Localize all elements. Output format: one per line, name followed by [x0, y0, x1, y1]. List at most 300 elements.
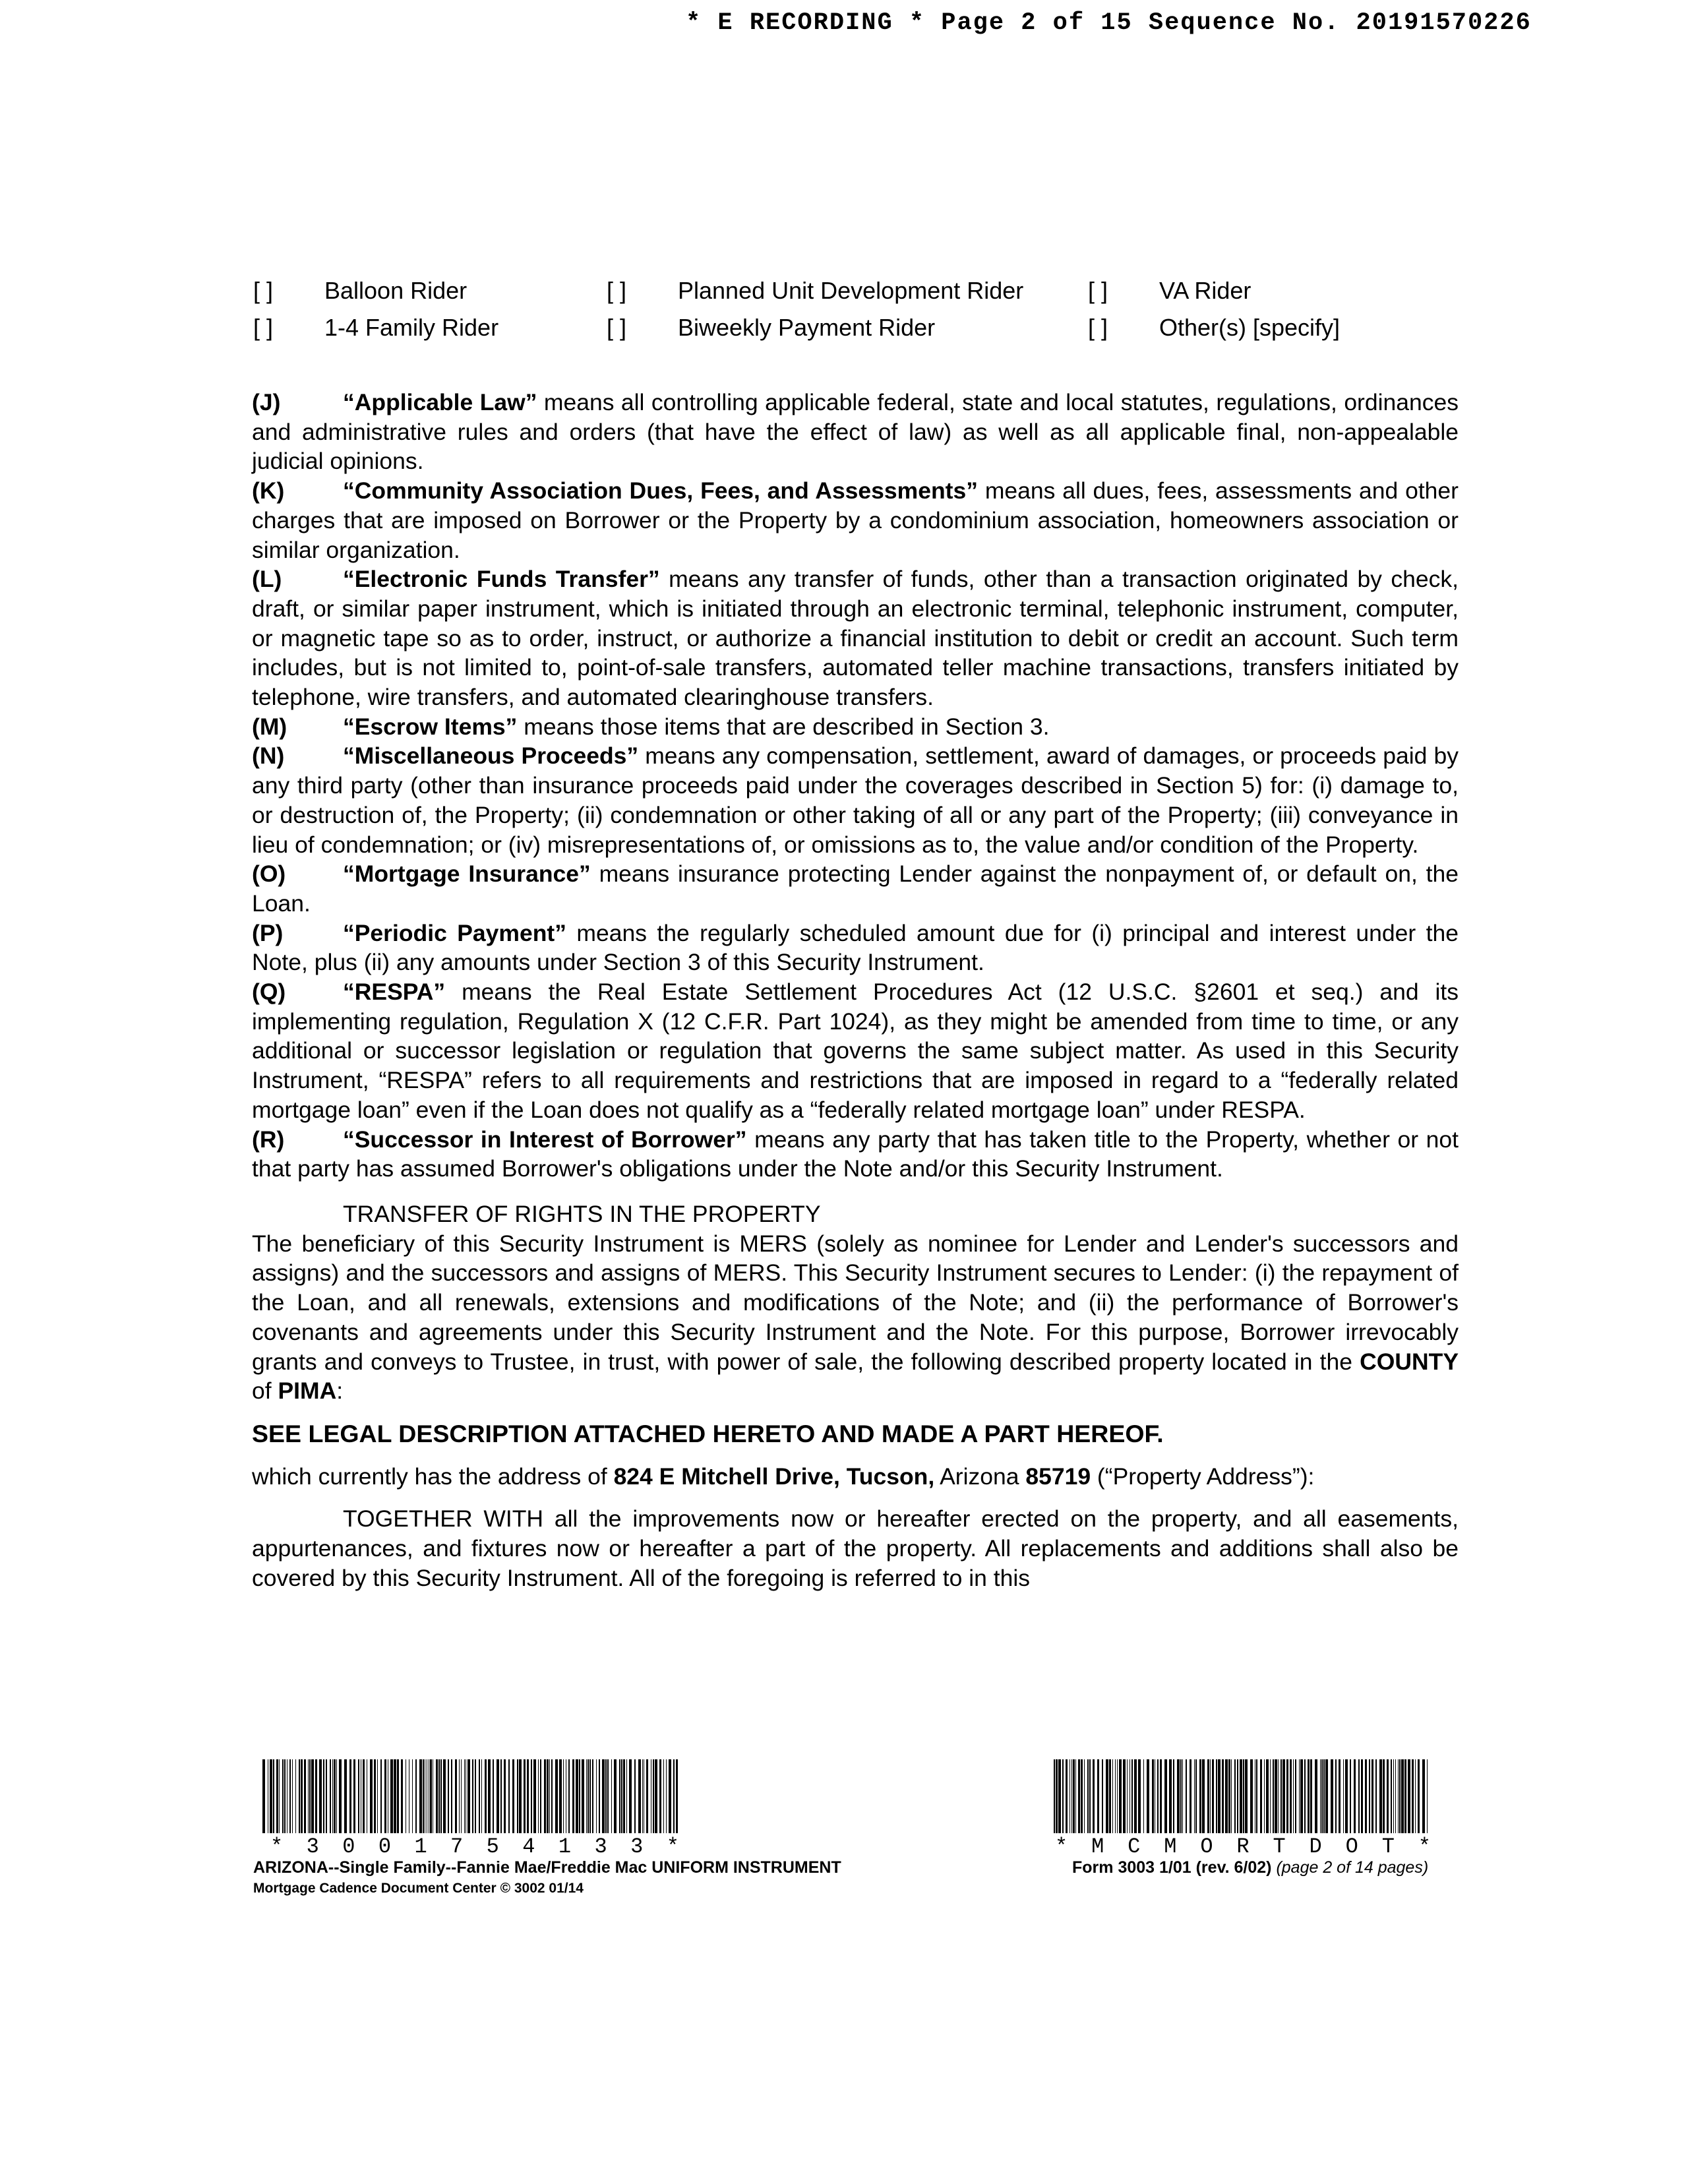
barcode-bar	[1323, 1759, 1325, 1833]
barcode-bar	[1056, 1759, 1058, 1833]
barcode-bar	[1075, 1759, 1076, 1833]
rider-label: Balloon Rider	[324, 277, 467, 304]
definition-term: “Escrow Items”	[343, 713, 518, 740]
barcode-bar	[485, 1759, 487, 1833]
barcode-bar	[607, 1759, 609, 1833]
barcode-character: 3	[306, 1835, 320, 1859]
barcode-bar	[1102, 1759, 1103, 1833]
barcode-bar	[289, 1759, 291, 1833]
barcode-bar	[1182, 1759, 1183, 1833]
definition-text: means any compensation, settlement, award of damages, or proceeds paid by any third party (other than insurance proceeds paid under the coverages described in Section 5) for: (i) damage to, or destruction of, the Property; (ii) condemnation or other taking of all or any part of the Property; (iii) conveyance in lieu of condemnation; or (iv) misrepresentations of, or omissions as to, the value and/or condition of the Property.	[252, 743, 1459, 858]
definition-p	[252, 919, 1459, 977]
barcode-bar	[1315, 1759, 1317, 1833]
barcode-bar	[1399, 1759, 1401, 1833]
barcode-bar	[1286, 1759, 1288, 1833]
barcode-character: *	[666, 1835, 680, 1859]
barcode-character: C	[1128, 1835, 1142, 1859]
barcode-bar	[1160, 1759, 1162, 1833]
barcode-bar	[669, 1759, 671, 1833]
barcode-character: 1	[558, 1835, 573, 1859]
barcode-bar	[655, 1759, 657, 1833]
barcode-left-caption	[270, 1835, 680, 1859]
barcode-bar	[276, 1759, 278, 1833]
barcode-bar	[500, 1759, 502, 1833]
barcode-bar	[533, 1759, 536, 1833]
barcode-bar	[423, 1759, 424, 1833]
barcode-character: 3	[630, 1835, 645, 1859]
barcode-bar	[326, 1759, 327, 1833]
barcode-bar	[1300, 1759, 1303, 1833]
barcode-bar	[451, 1759, 452, 1833]
barcode-bar	[1131, 1759, 1133, 1833]
barcode-bar	[1119, 1759, 1122, 1833]
document-center: Mortgage Cadence Document Center © 3002 01/14	[253, 1881, 584, 1896]
barcode-bar	[339, 1759, 342, 1833]
barcode-bar	[1415, 1759, 1416, 1833]
barcode-bar	[1260, 1759, 1262, 1833]
barcode-bar	[1115, 1759, 1116, 1833]
barcode-bar	[1212, 1759, 1214, 1833]
barcode-bar	[459, 1759, 460, 1833]
rider-checklist	[253, 277, 1460, 351]
barcode-bar	[1273, 1759, 1274, 1833]
barcode-bar	[1234, 1759, 1236, 1833]
barcode-bar	[1117, 1759, 1118, 1833]
barcode-bar	[1331, 1759, 1333, 1833]
barcode-bar	[1195, 1759, 1197, 1833]
barcode-bar	[602, 1759, 605, 1833]
barcode-bar	[472, 1759, 473, 1833]
barcode-bar	[634, 1759, 636, 1833]
barcode-bar	[1372, 1759, 1373, 1833]
barcode-bar	[1295, 1759, 1296, 1833]
barcode-bar	[1358, 1759, 1360, 1833]
barcode-bar	[1152, 1759, 1154, 1833]
rider-row	[253, 314, 1460, 351]
barcode-bar	[438, 1759, 440, 1833]
barcode-bar	[1054, 1759, 1055, 1833]
county-word: COUNTY	[1360, 1348, 1459, 1375]
barcode-bar	[582, 1759, 584, 1833]
barcode-bar	[353, 1759, 355, 1833]
barcode-bar	[1270, 1759, 1271, 1833]
address-street-city: 824 E Mitchell Drive, Tucson,	[613, 1463, 935, 1490]
barcode-bar	[436, 1759, 438, 1833]
footer-right	[1072, 1858, 1428, 1877]
barcode-bar	[1073, 1759, 1075, 1833]
barcode-bar	[397, 1759, 399, 1833]
barcode-bar	[1412, 1759, 1414, 1833]
barcode-bar	[1325, 1759, 1328, 1833]
barcode-left	[261, 1759, 680, 1833]
rider-va	[1088, 277, 1251, 305]
barcode-bar	[659, 1759, 661, 1833]
barcode-bar	[1422, 1759, 1425, 1833]
barcode-bar	[1207, 1759, 1209, 1833]
barcode-bar	[1180, 1759, 1182, 1833]
barcode-bar	[270, 1759, 272, 1833]
barcode-character: 4	[522, 1835, 537, 1859]
barcode-bar	[524, 1759, 526, 1833]
barcode-bar	[1250, 1759, 1253, 1833]
definition-letter: (O)	[252, 861, 286, 888]
checkbox-bracket: [ ]	[1088, 277, 1108, 304]
barcode-bar	[1345, 1759, 1348, 1833]
barcode-bar	[538, 1759, 539, 1833]
barcode-right	[1052, 1759, 1432, 1833]
barcode-bar	[493, 1759, 494, 1833]
definition-letter: (N)	[252, 743, 285, 770]
barcode-bar	[1147, 1759, 1149, 1833]
barcode-bar	[448, 1759, 449, 1833]
rider-label: Other(s) [specify]	[1159, 314, 1341, 341]
rider-label: Planned Unit Development Rider	[678, 277, 1024, 304]
barcode-bar	[614, 1759, 617, 1833]
barcode-bar	[440, 1759, 442, 1833]
barcode-bar	[1290, 1759, 1292, 1833]
address-prefix: which currently has the address of	[252, 1463, 614, 1490]
barcode-bar	[1304, 1759, 1306, 1833]
barcode-bar	[1350, 1759, 1351, 1833]
barcode-character: O	[1200, 1835, 1215, 1859]
barcode-bar	[1395, 1759, 1396, 1833]
barcode-bar	[1335, 1759, 1337, 1833]
barcode-bar	[1164, 1759, 1167, 1833]
barcode-bar	[380, 1759, 382, 1833]
barcode-bar	[629, 1759, 632, 1833]
barcode-bar	[599, 1759, 600, 1833]
barcode-bar	[540, 1759, 541, 1833]
barcode-bar	[1138, 1759, 1141, 1833]
barcode-bar	[1281, 1759, 1282, 1833]
barcode-character: *	[270, 1835, 285, 1859]
transfer-end: :	[336, 1378, 344, 1405]
definition-letter: (P)	[252, 919, 284, 946]
barcode-bar	[638, 1759, 641, 1833]
county-name: PIMA	[278, 1378, 337, 1405]
barcode-bar	[1243, 1759, 1244, 1833]
barcode-bar	[611, 1759, 612, 1833]
barcode-bar	[284, 1759, 286, 1833]
barcode-bar	[1401, 1759, 1404, 1833]
barcode-bar	[626, 1759, 627, 1833]
barcode-bar	[559, 1759, 562, 1833]
barcode-bar	[443, 1759, 446, 1833]
definition-m	[252, 712, 1459, 742]
barcode-bar	[1237, 1759, 1238, 1833]
barcode-bar	[430, 1759, 432, 1833]
barcode-bar	[589, 1759, 591, 1833]
definition-text: means those items that are described in Section 3.	[517, 713, 1050, 740]
definition-term: “Mortgage Insurance”	[343, 861, 591, 888]
barcode-bar	[576, 1759, 578, 1833]
barcode-bar	[1282, 1759, 1285, 1833]
barcode-bar	[1278, 1759, 1279, 1833]
definition-term: “Successor in Interest of Borrower”	[343, 1126, 747, 1153]
barcode-bar	[527, 1759, 529, 1833]
barcode-bar	[646, 1759, 648, 1833]
barcode-bar	[370, 1759, 373, 1833]
barcode-bar	[273, 1759, 274, 1833]
barcode-bar	[1398, 1759, 1399, 1833]
barcode-bar	[1218, 1759, 1221, 1833]
page-count: (page 2 of 14 pages)	[1276, 1858, 1429, 1877]
barcode-bar	[544, 1759, 546, 1833]
transfer-text: The beneficiary of this Security Instrument is MERS (solely as nominee for Lender and Lender's successors and assigns) and the successors and assigns of MERS. This Security Instrument secures to Lender: (i) the repayment of the Loan, and all renewals, extensions and modifications of the Note; and (ii) the performance of Borrower's covenants and agreements under this Security Instrument and the Note. For this purpose, Borrower irrevocably grants and conveys to Trustee, in trust, with power of sale, the following described property located in the	[252, 1230, 1459, 1375]
barcode-bar	[676, 1759, 678, 1833]
barcode-bar	[517, 1759, 518, 1833]
definition-text: means the Real Estate Settlement Procedures Act (12 U.S.C. §2601 et seq.) and its implementing regulation, Regulation X (12 C.F.R. Part 1024), as they might be amended from time to time, or any additional or successor legislation or regulation that governs the same subject matter. As used in this Security Instrument, “RESPA” refers to all requirements and restrictions that are imposed in regard to a “federally related mortgage loan” even if the Loan does not qualify as a “federally related mortgage loan” under RESPA.	[252, 979, 1459, 1123]
barcode-bar	[1383, 1759, 1385, 1833]
document-body	[252, 388, 1459, 1592]
barcode-bar	[279, 1759, 280, 1833]
barcode-right-caption	[1055, 1835, 1432, 1859]
barcode-bar	[586, 1759, 587, 1833]
address-state: Arizona	[934, 1463, 1026, 1490]
barcode-bar	[504, 1759, 506, 1833]
barcode-bar	[1264, 1759, 1265, 1833]
barcode-character: 7	[450, 1835, 465, 1859]
barcode-bar	[653, 1759, 654, 1833]
barcode-bar	[1169, 1759, 1172, 1833]
barcode-bar	[455, 1759, 457, 1833]
barcode-bar	[1361, 1759, 1363, 1833]
barcode-character: R	[1236, 1835, 1251, 1859]
definition-q	[252, 977, 1459, 1125]
definition-letter: (K)	[252, 477, 285, 504]
rider-label: Biweekly Payment Rider	[678, 314, 936, 341]
rider-1-4-family	[253, 314, 498, 342]
definition-text: means insurance protecting Lender against the nonpayment of, or default on, the Loan.	[252, 861, 1459, 917]
barcode-character: 0	[342, 1835, 357, 1859]
definition-text: means any transfer of funds, other than a transaction originated by check, draft, or similar paper instrument, which is initiated through an electronic terminal, telephonic instrument, computer, or magnetic tape so as to order, instruct, or authorize a financial institution to debit or credit an account. Such term includes, but is not limited to, point-of-sale transfers, automated teller machine transactions, transfers initiated by telephone, wire transfers, and automated clearinghouse transfers.	[252, 566, 1459, 711]
definition-text: means the regularly scheduled amount due for (i) principal and interest under the Note, plus (ii) any amounts under Section 3 of this Security Instrument.	[252, 919, 1459, 976]
barcode-bar	[1109, 1759, 1111, 1833]
barcode-bar	[1078, 1759, 1080, 1833]
barcode-bar	[1071, 1759, 1072, 1833]
barcode-bar	[1202, 1759, 1205, 1833]
transfer-paragraph	[252, 1229, 1459, 1406]
definition-term: “Miscellaneous Proceeds”	[343, 743, 639, 770]
barcode-character: T	[1273, 1835, 1287, 1859]
barcode-bar	[592, 1759, 593, 1833]
barcode-character: *	[1055, 1835, 1070, 1859]
checkbox-bracket: [ ]	[253, 277, 274, 304]
barcode-bar	[336, 1759, 337, 1833]
definition-text: means any party that has taken title to the Property, whether or not that party has assumed Borrower's obligations under the Note and/or this Security Instrument.	[252, 1126, 1459, 1182]
barcode-bar	[1058, 1759, 1061, 1833]
barcode-bar	[374, 1759, 376, 1833]
barcode-bar	[301, 1759, 303, 1833]
barcode-bar	[555, 1759, 558, 1833]
barcode-bar	[1216, 1759, 1217, 1833]
barcode-bar	[377, 1759, 378, 1833]
checkbox-bracket: [ ]	[607, 314, 627, 341]
form-number: Form 3003 1/01 (rev. 6/02)	[1072, 1858, 1277, 1877]
barcode-bar	[497, 1759, 499, 1833]
definition-text: means all dues, fees, assessments and other charges that are imposed on Borrower or the Property by a condominium association, homeowners association or similar organization.	[252, 477, 1459, 563]
barcode-bar	[1266, 1759, 1269, 1833]
barcode-bar	[588, 1759, 589, 1833]
barcode-bar	[642, 1759, 643, 1833]
barcode-bar	[1106, 1759, 1108, 1833]
together-with-paragraph: TOGETHER WITH all the improvements now or hereafter erected on the property, and all easements, appurtenances, and fixtures now or hereafter a part of the property. All replacements and additions shall also be covered by this Security Instrument. All of the foregoing is referred to in this	[252, 1505, 1459, 1591]
barcode-bar	[401, 1759, 403, 1833]
definition-term: “RESPA”	[343, 979, 446, 1006]
barcode-bar	[621, 1759, 622, 1833]
definition-term: “Community Association Dues, Fees, and Assessments”	[343, 477, 978, 504]
form-title: ARIZONA--Single Family--Fannie Mae/Freddie Mac UNIFORM INSTRUMENT	[253, 1858, 841, 1877]
definition-term: “Periodic Payment”	[343, 919, 566, 946]
barcode-bar	[332, 1759, 333, 1833]
barcode-bar	[390, 1759, 393, 1833]
barcode-bar	[666, 1759, 667, 1833]
barcode-bar	[512, 1759, 514, 1833]
definition-term: “Electronic Funds Transfer”	[343, 566, 660, 593]
address-suffix: (“Property Address”):	[1091, 1463, 1315, 1490]
barcode-bar	[623, 1759, 625, 1833]
barcode-bar	[663, 1759, 664, 1833]
barcode-bar	[1199, 1759, 1201, 1833]
barcode-bar	[1186, 1759, 1187, 1833]
barcode-bar	[419, 1759, 422, 1833]
barcode-bar	[1354, 1759, 1356, 1833]
barcode-bar	[1210, 1759, 1211, 1833]
rider-biweekly	[607, 314, 935, 342]
barcode-bar	[1275, 1759, 1277, 1833]
barcode-bar	[363, 1759, 365, 1833]
barcode-bar	[549, 1759, 550, 1833]
barcode-bar	[311, 1759, 314, 1833]
barcode-bar	[1066, 1759, 1068, 1833]
barcode-character: T	[1381, 1835, 1396, 1859]
rider-row	[253, 277, 1460, 314]
barcode-bar	[596, 1759, 597, 1833]
barcode-bar	[1320, 1759, 1321, 1833]
barcode-bar	[1310, 1759, 1312, 1833]
barcode-bar	[262, 1759, 265, 1833]
footer-left	[253, 1857, 841, 1899]
barcode-bar	[344, 1759, 347, 1833]
barcode-character: 3	[594, 1835, 609, 1859]
of-word: of	[252, 1378, 278, 1405]
barcode-bar	[1157, 1759, 1159, 1833]
barcode-bar	[475, 1759, 476, 1833]
definition-text: means all controlling applicable federal, state and local statutes, regulations, ordinances and administrative rules and orders (that have the effect of law) as well as all applicable final, non-appealable judicial opinions.	[252, 389, 1459, 475]
barcode-bar	[1339, 1759, 1341, 1833]
definition-letter: (J)	[252, 389, 281, 415]
rider-balloon	[253, 277, 467, 305]
barcode-character: O	[1345, 1835, 1360, 1859]
barcode-bar	[1084, 1759, 1085, 1833]
barcode-bar	[1134, 1759, 1137, 1833]
barcode-bar	[292, 1759, 293, 1833]
barcode-character: *	[1418, 1835, 1432, 1859]
barcode-bar	[295, 1759, 296, 1833]
barcode-bar	[1321, 1759, 1323, 1833]
barcode-bar	[572, 1759, 574, 1833]
rider-other	[1088, 314, 1340, 342]
rider-pud	[607, 277, 1023, 305]
barcode-bar	[1240, 1759, 1242, 1833]
barcode-bar	[299, 1759, 300, 1833]
barcode-bar	[412, 1759, 413, 1833]
rider-label: 1-4 Family Rider	[324, 314, 499, 341]
barcode-bar	[1194, 1759, 1195, 1833]
barcode-bar	[461, 1759, 462, 1833]
barcode-bar	[1418, 1759, 1420, 1833]
rider-label: VA Rider	[1159, 277, 1251, 304]
checkbox-bracket: [ ]	[607, 277, 627, 304]
barcode-bar	[1087, 1759, 1089, 1833]
definition-letter: (L)	[252, 566, 282, 593]
barcode-bar	[282, 1759, 284, 1833]
definition-k	[252, 476, 1459, 564]
barcode-bar	[1408, 1759, 1410, 1833]
barcode-bar	[1427, 1759, 1428, 1833]
barcode-bar	[563, 1759, 564, 1833]
barcode-bar	[1190, 1759, 1191, 1833]
barcode-bar	[1245, 1759, 1248, 1833]
barcode-bar	[1222, 1759, 1224, 1833]
barcode-bar	[1062, 1759, 1064, 1833]
barcode-bar	[1391, 1759, 1392, 1833]
definition-l	[252, 564, 1459, 712]
barcode-bar	[673, 1759, 675, 1833]
definition-o	[252, 859, 1459, 918]
legal-description-notice: SEE LEGAL DESCRIPTION ATTACHED HERETO AND MADE A PART HEREOF.	[252, 1419, 1164, 1447]
barcode-bar	[488, 1759, 491, 1833]
barcode-bar	[319, 1759, 322, 1833]
barcode-bar	[1097, 1759, 1099, 1833]
barcode-bar	[304, 1759, 306, 1833]
barcode-bar	[1308, 1759, 1310, 1833]
checkbox-bracket: [ ]	[253, 314, 274, 341]
barcode-bar	[479, 1759, 480, 1833]
barcode-bar	[1089, 1759, 1091, 1833]
barcode-bar	[519, 1759, 522, 1833]
barcode-bar	[1299, 1759, 1300, 1833]
barcode-character: M	[1091, 1835, 1106, 1859]
barcode-bar	[415, 1759, 417, 1833]
barcode-bar	[1404, 1759, 1406, 1833]
barcode-bar	[334, 1759, 336, 1833]
barcode-bar	[508, 1759, 510, 1833]
checkbox-bracket: [ ]	[1088, 314, 1108, 341]
transfer-heading: TRANSFER OF RIGHTS IN THE PROPERTY	[343, 1200, 821, 1227]
definition-r	[252, 1125, 1459, 1184]
definition-letter: (Q)	[252, 979, 286, 1006]
barcode-bar	[1387, 1759, 1389, 1833]
barcode-bar	[358, 1759, 359, 1833]
barcode-character: M	[1164, 1835, 1178, 1859]
barcode-bar	[568, 1759, 570, 1833]
barcode-bar	[1379, 1759, 1382, 1833]
address-zip: 85719	[1025, 1463, 1091, 1490]
barcode-bar	[1375, 1759, 1377, 1833]
barcode-character: 0	[378, 1835, 393, 1859]
barcode-bar	[315, 1759, 317, 1833]
barcode-bar	[481, 1759, 482, 1833]
recording-header: * E RECORDING * Page 2 of 15 Sequence No. 20191570226	[686, 9, 1532, 37]
barcode-bar	[605, 1759, 607, 1833]
barcode-bar	[1225, 1759, 1228, 1833]
definition-n	[252, 741, 1459, 859]
barcode-bar	[384, 1759, 386, 1833]
barcode-bar	[330, 1759, 331, 1833]
barcode-bar	[1228, 1759, 1230, 1833]
barcode-bar	[619, 1759, 620, 1833]
